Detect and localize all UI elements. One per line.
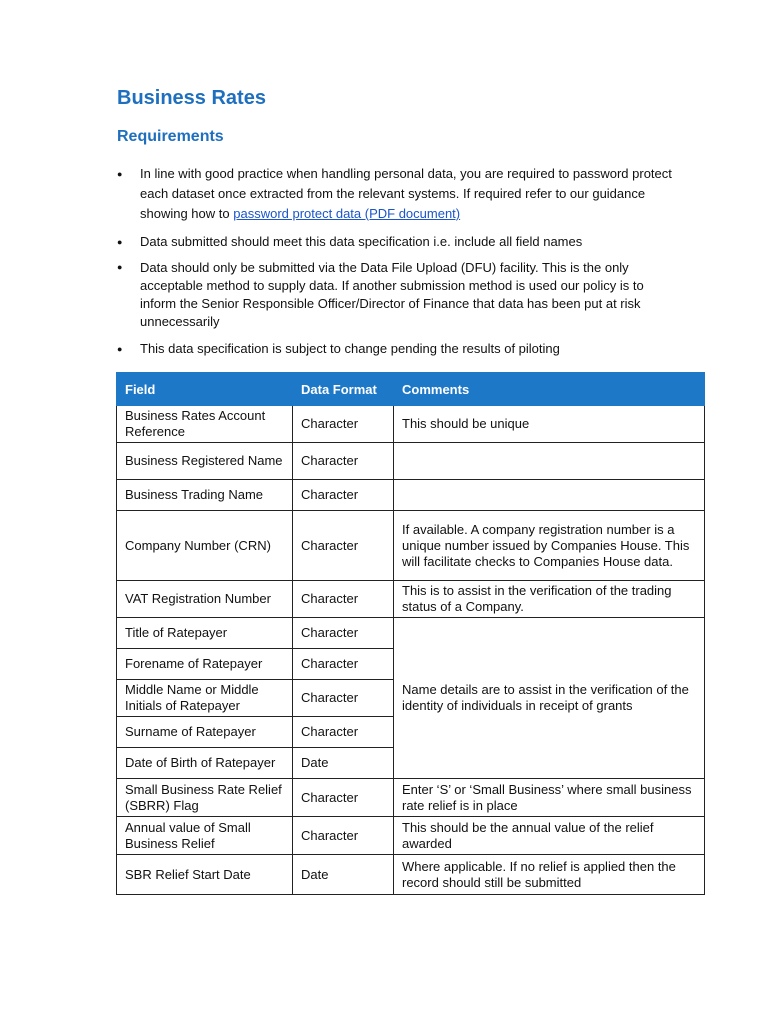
format-cell: Character [293,480,394,511]
field-cell: Small Business Rate Relief (SBRR) Flag [117,779,293,817]
comment-cell: This should be unique [394,406,705,443]
format-cell: Character [293,680,394,717]
format-cell: Date [293,855,394,895]
list-item-text: In line with good practice when handling personal data, you are required to password protect each dataset once extracted from the relevant systems. If required refer to our guidance showing how to [140,166,672,221]
table-row [117,618,705,649]
requirements-list [117,164,687,359]
list-item-text: Data should only be submitted via the Data File Upload (DFU) facility. This is the only acceptable method to supply data. If another submission method is used our policy is to inform the Senior Responsible Officer/Director of Finance that data has been put at risk unnecessarily [140,260,644,329]
format-cell: Character [293,817,394,855]
field-cell: Business Rates Account Reference [117,406,293,443]
table-row [117,581,705,618]
format-cell: Character [293,581,394,618]
format-cell: Character [293,649,394,680]
table-row [117,480,705,511]
table-row [117,406,705,443]
field-cell: SBR Relief Start Date [117,855,293,895]
comment-cell: This should be the annual value of the relief awarded [394,817,705,855]
comment-cell [394,443,705,480]
comment-cell: Where applicable. If no relief is applied then the record should still be submitted [394,855,705,895]
table-header-row [117,373,705,406]
list-item [117,164,687,224]
comment-cell: Enter ‘S’ or ‘Small Business’ where small business rate relief is in place [394,779,705,817]
list-item-text: This data specification is subject to change pending the results of piloting [140,341,560,356]
password-guidance-link[interactable]: password protect data (PDF document) [233,206,461,221]
list-item [117,339,687,359]
field-cell: Middle Name or Middle Initials of Ratepayer [117,680,293,717]
table-row [117,855,705,895]
page-title: Business Rates [117,87,266,109]
format-cell: Character [293,406,394,443]
format-cell: Character [293,618,394,649]
field-cell: VAT Registration Number [117,581,293,618]
format-cell: Character [293,779,394,817]
field-cell: Title of Ratepayer [117,618,293,649]
table-row [117,443,705,480]
column-header-comments: Comments [394,373,705,406]
table-row [117,511,705,581]
field-cell: Date of Birth of Ratepayer [117,748,293,779]
table-row [117,817,705,855]
field-cell: Business Registered Name [117,443,293,480]
field-cell: Forename of Ratepayer [117,649,293,680]
field-cell: Surname of Ratepayer [117,717,293,748]
data-specification-table [116,372,705,895]
format-cell: Date [293,748,394,779]
field-cell: Annual value of Small Business Relief [117,817,293,855]
column-header-field: Field [117,373,293,406]
list-item [117,232,687,252]
comment-cell [394,480,705,511]
list-item-text: Data submitted should meet this data specification i.e. include all field names [140,234,583,249]
table-row [117,779,705,817]
format-cell: Character [293,511,394,581]
list-item [117,259,687,331]
section-heading: Requirements [117,128,224,145]
format-cell: Character [293,443,394,480]
comment-cell: Name details are to assist in the verification of the identity of individuals in receipt of grants [394,618,705,779]
format-cell: Character [293,717,394,748]
comment-cell: If available. A company registration number is a unique number issued by Companies House. This will facilitate checks to Companies House data. [394,511,705,581]
field-cell: Company Number (CRN) [117,511,293,581]
column-header-data-format: Data Format [293,373,394,406]
comment-cell: This is to assist in the verification of the trading status of a Company. [394,581,705,618]
field-cell: Business Trading Name [117,480,293,511]
